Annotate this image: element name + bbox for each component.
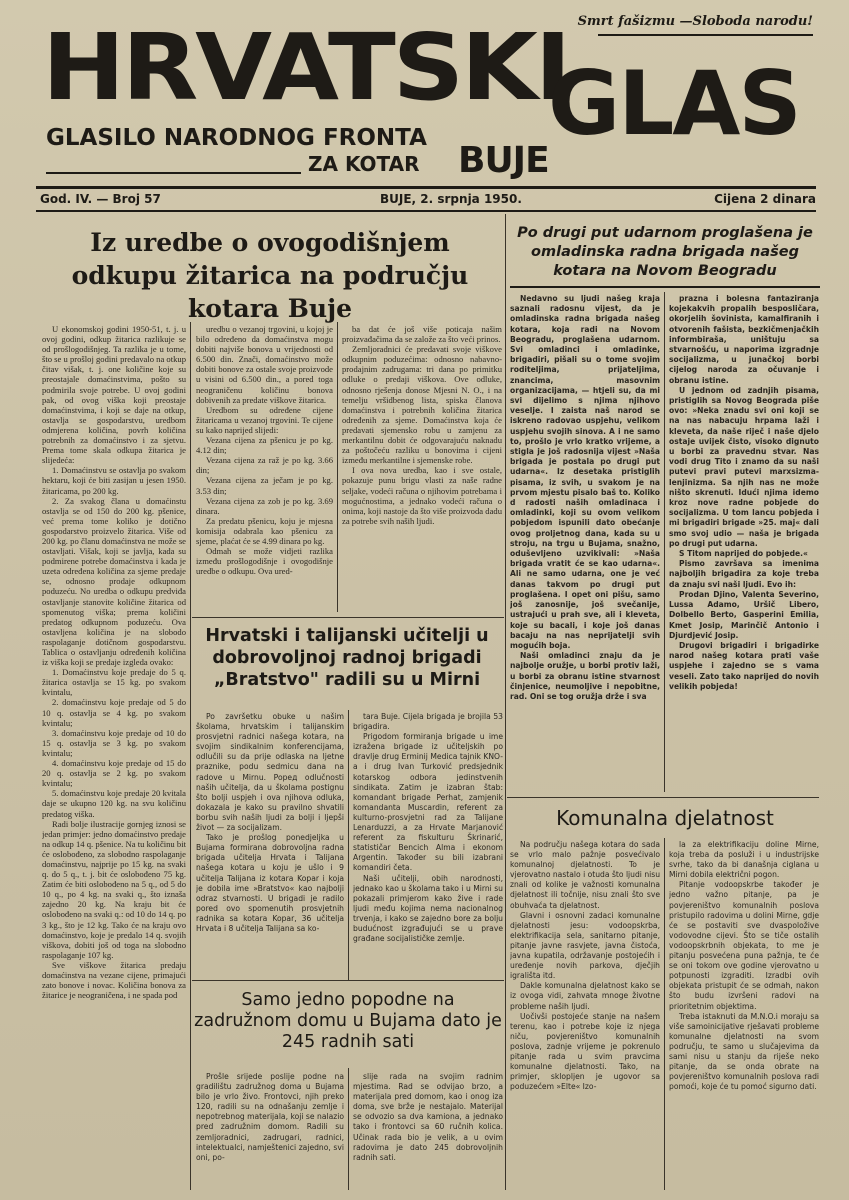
issue-date: BUJE, 2. srpnja 1950. bbox=[380, 192, 522, 206]
komunalna-headline: Komunalna djelatnost bbox=[556, 806, 774, 830]
main-article-col2 bbox=[196, 324, 333, 612]
paragraph: Naši učitelji, obih narodnosti, jednako kao u školama tako i u Mirni su pokazali primjerom kako žive i rade ljudi među kojima nema nacionalnog trvenja, i kako se zajedno bore za bolju budućnost izgrađujući se u prave građane socijalističke zemlje. bbox=[353, 873, 503, 944]
motto: Smrt fašizmu —Sloboda narodu! bbox=[577, 14, 813, 29]
column-divider-main bbox=[505, 214, 506, 1190]
paragraph: I ova nova uredba, kao i sve ostale, pokazuje punu brigu vlasti za naše radne seljake, vodeći računa o njihovim potrebama i mogućnostima, a jednako vodeći računa o onima, koji nastoje da što više proizvoda dadu za potrebe svih naših ljudi. bbox=[342, 465, 502, 526]
paragraph: U ekonomskoj godini 1950-51, t. j. u ovoj godini, odkup žitarica razlikuje se od prošlogodišnjeg. Ta razlika je u tome, što se u prošloj godini predavalo na otkup čitav višak, t. j. one količine koje su preostajale domaćinstvima, pošto su podmirila svoje potrebe. U ovoj godini pak, od ovog viška koji preostaje domaćinstvima, i koji se daje na otkup, ostavlja se gospodarstvu, uredbom odmjerena količina, povrh količina potrebnih za domaćinstvo i za sjetvu. Prema tome skala odkupa žitarica je slijedeća: bbox=[42, 324, 186, 466]
paragraph: Tako je prošlog ponedjeljka u Bujama formirana dobrovoljna radna brigada učitelja Hrvata i Talijana našega kotara u koju je ušlo i 9 učitelja Talijana iz kotara Kopar i koja je dobila ime »Bratstvo« kao najbolji odraz stvarnosti. U brigadi je radilo pored ovo spomenutih prosvjetnih radnika sa kotara Kopar, 36 učitelja Hrvata i 8 učitelja Talijana sa ko- bbox=[196, 833, 344, 933]
column-divider-2 bbox=[337, 322, 338, 612]
paragraph: Na području našega kotara do sada se vrlo malo pažnje posvećivalo komunalnoj djelatnosti. To je vjerovatno nastalo i otuda što ljudi nisu znali od kolike je važnosti komunalna djelatnost ili točnije, nisu znali što sve obuhvaća ta djelatnost. bbox=[510, 840, 660, 910]
column-divider-teachers bbox=[348, 710, 349, 980]
samo-col1 bbox=[196, 1072, 344, 1190]
paragraph: Nedavno su ljudi našeg kraja saznali radosnu vijest, da je omladinska radna brigada našeg kotara, koja radi na Novom Beogradu, proglašena udarnom. Svi omladinci i omladinke, brigadiri, pišali su o tome svojim roditeljima, prijateljima, znancima, masovnim organizacijama, — htjeli su, da mi svi dijelimo s njima njihovo veselje. I zaista naš narod se iskreno radovao uspjehu, velikom uspjehu svojih sinova. A i ne samo to, prošlo je vrlo kratko vrijeme, a stigla je još radosnija vijest »Naša brigada je postala po drugi put udarna«. Iz desetaka pristiglih pisama, iz svih, u svakom je na prvom mjestu pisalo baš to. Koliko d radosti naših omladinaca i omladinki, koji su ovom velikom pobjedom ispunili dato obećanje ovog proljetnog dana, kada su u stroju, na trgu u Bujama, snažno, oduševljeno uzvikivali: »Naša brigada vratit će se kao udarna«. Ali ne samo udarna, one je već danas takvom po drugi put proglašena. I opet oni pišu, samo još zanosnije, još svečanije, ustrajući u prah sve, ali i kleveta, koje su bacali, i koje još danas bacaju na nas neprijatelji svih mogućih boja. bbox=[510, 294, 660, 650]
paragraph: Uočivši postojeće stanje na našem terenu, kao i potrebe koje iz njega niču, povjereništvo komunalnih poslova, zadnje vrijeme je pokrenulo pitanje rada u svim pravcima komunalne djelatnosti. Tako, na primjer, sklopljen je ugovor sa poduzećem »Elte« Izo- bbox=[510, 1011, 660, 1092]
masthead-title-right: GLAS bbox=[548, 52, 800, 155]
column-divider-kom bbox=[664, 838, 665, 1190]
masthead-title-left: HRVATSKI bbox=[42, 14, 569, 121]
paragraph: Uredbom su određene cijene žitaricama u vezanoj trgovini. Te cijene su kako naprijed slijedi: bbox=[196, 404, 333, 435]
paragraph: 1. Domaćinstvu se ostavlja po svakom hektaru, koji će biti zasijan u jesen 1950. žitaricama, po 200 kg. bbox=[42, 465, 186, 496]
komunalna-col2 bbox=[669, 840, 819, 1190]
teachers-headline: Hrvatski i talijanski učitelji u dobrovoljnoj radnoj brigadi „Bratstvo" radili su u Mirni bbox=[205, 626, 489, 690]
paragraph: Pismo završava sa imenima najboljih brigadira za koje treba da znaju svi naši ljudi. Evo ih: bbox=[669, 559, 819, 589]
issue-price: Cijena 2 dinara bbox=[714, 192, 816, 206]
rule-above-samo bbox=[192, 980, 504, 981]
main-article-col1 bbox=[42, 324, 186, 1190]
paragraph: Glavni i osnovni zadaci komunalne djelatnosti jesu: vodoopskrba, elektrifikacija sela, sanitarno pitanje, pitanje javne rasvjete, javna čistoća, javna kupatila, održavanje postojećih i uređenje novih parkova, dječjih igrališta itd. bbox=[510, 910, 660, 981]
masthead-place: BUJE bbox=[458, 140, 549, 181]
teachers-col2 bbox=[353, 712, 503, 978]
issue-row bbox=[40, 192, 818, 208]
paragraph: Pitanje vodoopskrbe također je jedno važno pitanje, pa je povjereništvo komunalnih poslova pristupilo radovima u dolini Mirne, gdje će se postaviti sve dvaspoloživе vodovodne cijevi. Što se tiče ostalih vodoopskrbnih objekata, to me je pitanju posvećena puna pažnja, te će se oni tokom ove godine vjerovatno u potpunosti izgraditi. Izradbi ovih objekata pristupit će se odmah, nakon što budu izvršeni radovi na prioritetnim objektima. bbox=[669, 880, 819, 1011]
paragraph: 5. domaćinstvu koje predaje 20 kvitala daje se ukupno 120 kg. na svu količinu predatog viška. bbox=[42, 788, 186, 819]
main-headline: Iz uredbe o ovogodišnjem odkupu žitarica na području kotara Buje bbox=[71, 228, 469, 323]
paragraph: Vezana cijena za pšenicu je po kg. 4.12 din; bbox=[196, 435, 333, 456]
paragraph: uredbu o vezanoj trgovini, u kojoj je bilo određeno da domaćinstva mogu dobiti najviše bonova u vrijednosti od 6.500 din. Znači, domaćinstvo može dobiti bonove za ostale svoje proizvode u visini od 6.500 din., a pored toga neograničenu količinu bonova dobivenih za predate viškove žitarica. bbox=[196, 324, 333, 405]
teachers-col1 bbox=[196, 712, 344, 978]
paragraph: Za predatu pšenicu, koju je mjesna komisija odabrala kao pšenicu za sjeme, plaćat će se 4.99 dinara po kg. bbox=[196, 515, 333, 546]
masthead-subtitle-2: ZA KOTAR bbox=[308, 152, 420, 176]
motto-rule bbox=[598, 34, 813, 36]
masthead-subtitle: GLASILO NARODNOG FRONTA bbox=[46, 125, 427, 151]
paragraph: la za elektrifikaciju doline Mirne, koja treba da posluži i u industrijske svrhe, tako da bi današnja ciglana u Mirni dobila električni pogon. bbox=[669, 840, 819, 880]
paragraph: Vezana cijena za raž je po kg. 3.66 din; bbox=[196, 455, 333, 476]
rule-above-teachers bbox=[192, 617, 504, 618]
paragraph: U jednom od zadnjih pisama, pristiglih sa Novog Beograda piše ovo: »Neka znadu svi oni koji se na nas nabacuju hrpama laži i klevetа, da naše riječ i naše djelo ostaje uvijek čisto, visoko dignuto u borbi za pravednu stvar. Nas vodi drug Tito i znamo da su naši putevi pravi putevi marxsizma-lenjinizma. Sa njih nas ne može ništo skrenuti. Idući njima idemo kroz nove radne pobjede do socijalizma. U tom lancu pobjeda i mi brigadiri brigade »25. maj« dali smo svoj udio — naša je brigada po drugi put udarna. bbox=[669, 385, 819, 548]
samo-headline: Samo jedno popodne na zadružnom domu u Bujama dato je 245 radnih sati bbox=[194, 990, 502, 1052]
paragraph: Drugovi brigadiri i brigadirke narod našeg kotara prati vaše uspjehe i zajedno se s vama veseli. Zato tako naprijed do novih velikih pobjeda! bbox=[669, 640, 819, 691]
brigade-col1 bbox=[510, 294, 660, 794]
issue-number: God. IV. — Broj 57 bbox=[40, 192, 161, 206]
brigade-col2 bbox=[669, 294, 819, 794]
paragraph: tara Buje. Cijela brigada je brojila 53 brigadira. bbox=[353, 712, 503, 732]
subtitle-rule bbox=[46, 172, 301, 174]
paragraph: Prigodom formiranja brigade u ime izražena brigade iz učiteljskih po dravlje drug Erminij Medica tajnik KNO-a i drug Ivan Turković predsjednik kotarskog odbora jedinstvenih sindikata. Zatim je izabran štab: komandant brigade Perhat, zamjenik komandanta Muscardin, referent za kulturno-prosvjetni rad za Talijane Lenarduzzi, a za Hrvate Marjanović referent za fiskulturu Škrinarić, statističar Bencich Alma i ekonom Argentin. Također su bili izabrani komandiri četa. bbox=[353, 732, 503, 873]
column-divider-right bbox=[664, 292, 665, 792]
column-divider-samo bbox=[348, 1068, 349, 1190]
paragraph: Radi bolje ilustracije gornjeg iznosi se jedan primjer: jedno domaćinstvo predaje na odkup 14 q. pšenice. Na tu količinu bit će oslobođeno, za slobodno raspolaganje domaćinstvu, najprije po 15 kg. na svaki q. do 5 q., t. j. bit će oslobođeno 75 kg. Zatim će biti oslobođeno na 5 q., od 5 do 10 q., po 4 kg. na svaki q., što iznaša zajedno 20 kg. Na kraju bit će oslobođeno na svaki q.: od 10 do 14 q. po 3 kg., što je 12 kg. Tako će na kraju ovo domaćinstvo, koje je predalo 14 q. svojih viškova, dobiti još od toga na slobodno raspolaganje 107 kg. bbox=[42, 818, 186, 960]
paragraph: ba dat će još više poticaja našim proizvađačima da se založe za što veći prinos. bbox=[342, 324, 502, 345]
paragraph: 1. Domaćinstvu koje predaje do 5 q. žitarica ostavlja se 15 kg. po svakom kvintalu, bbox=[42, 667, 186, 698]
komunalna-col1 bbox=[510, 840, 660, 1190]
paragraph: Prošle srijede poslije podne na gradilištu zadružnog doma u Bujama bilo je vrlo živo. Frontovci, njih preko 120, radili su na odnašanju zemlje i nepotrebnog materijala, koji se nalazio pred zadružnim domom. Radili su zemljoradnici, zadrugari, radnici, intelektualci, namještenici zajedno, svi onі, po- bbox=[196, 1072, 344, 1162]
brigade-headline: Po drugi put udarnom proglašena je omladinska radna brigada našeg kotara na Novom Beogradu bbox=[517, 225, 813, 279]
samo-col2 bbox=[353, 1072, 503, 1190]
main-article-col3 bbox=[342, 324, 502, 612]
paragraph: prazna i bolesna fantaziranja kojekakvih propalih besposličara, okorjelih šovinista, kamalfiranih i otvorenih fašista, bezkičmenjačkih informbiraša, uništuju sa stvarnošću, u naporima izgradnje socijalizma, u junačkoj borbi cijelog naroda za očuvanje i obranu istine. bbox=[669, 294, 819, 385]
paragraph: 4. domaćinstvu koje predaje od 15 do 20 q. ostavlja se 2 kg. po svakom kvintalu; bbox=[42, 758, 186, 789]
column-divider-1 bbox=[190, 322, 191, 1190]
header-rule-top bbox=[36, 186, 816, 189]
paragraph: Prodan Djino, Valenta Severino, Lussa Adamo, Uršič Libero, Dolbello Berto, Gasperini Emilia, Kmet Josip, Marinčič Antonio i Djurdjević Josip. bbox=[669, 589, 819, 640]
paragraph: Treba istaknuti da M.N.O.i moraju sa više samoinicijative rješavati probleme komunalne djelatnosti na svom području, te samo u slučajevima da sami nisu u stanju da riješe neko pitanje, da se onda obrate na povjereništvo komunalnih poslova radi pomoći, koje će tu pomoć sigurno dati. bbox=[669, 1011, 819, 1092]
paragraph: Zemljoradnici će predavati svoje viškove odkupnim poduzećima: odnosno nabavno-prodajnim zadrugama: tri dana po primitku odluke o predaji viškova. Ove odluke, odnosno rješenja donose Mjesni N. O., i na temelju vršidbenog lista, spiska članova domaćinstva i potrebnih količina žitarica određenih za sjeme. Domaćinstva koja će predavati sjemensko robu u zamjenu za merkantilnu dobit će odgovarajuću naknadu za poštočeću razliku u bonovima i cijeni između merkantilne i sjemenske robe. bbox=[342, 344, 502, 466]
paragraph: Sve viškove žitarica predaju domaćinstva na vezane cijene, primajući zato bonove i novac. Količina bonova za žitarice je neograničena, i ne spada pod bbox=[42, 959, 186, 1001]
rule-above-komunalna bbox=[507, 797, 819, 798]
brigade-headline-rule bbox=[510, 286, 820, 288]
paragraph: Po završetku obuke u našim školama, hrvatskim i talijanskim prosvjetni radnici našega kotara, na svojim sindikalnim konferencijama, odlučili su da prije odlaska na ljetne praznike, podu sedmicu dana na radove u Mirnu. Poред odlučnosti naših učitelja, da u školama postignu što bolji uspjeh i ova njihova odluka, dokazala je kako su pravilno shvatili borbu svih naših ljudi za bolji i ljepši život — za socijalizam. bbox=[196, 712, 344, 833]
paragraph: 3. domaćinstvu koje predaje od 10 do 15 q. ostavlja se 3 kg. po svakom kvintalu; bbox=[42, 727, 186, 758]
paragraph: Vezana cijena za ječam je po kg. 3.53 din; bbox=[196, 475, 333, 496]
paragraph: slije rada na svojim radnim mjestima. Rad se odvijao brzo, a materijala pred domom, kao i onog iza doma, sve brže je nestajalo. Materijal se odvozio sa dva kamiona, a jednako tako i frontovci sa 60 ručnih kolica. Učinak rada bio je velik, a u ovim radovima je dato 245 dobrovoljnih radnih sati. bbox=[353, 1072, 503, 1162]
paragraph: 2. Za svakog člana u domaćinstu ostavlja se od 150 do 200 kg. pšenice, već prema tome koliko je dotično gospodarstvo proizvelo žitarica. Više od 200 kg. po članu domaćinstva ne može se ostavljati. Višak, koji se javlja, kada su podmirene potrebe domaćinstva i kada je uzeta određena količina za sjeme predaje se, odnosno prodaje odkupnom poduzeću. No uredba o odkupu predviđa ostavljanje stanovite količine žitarica od spomenutog viška; prema količini predatog odkupnom poduzeću. Ova ostavljena količina je na slobodo raspolaganje dotičnom gospodarstvu. Tablica o ostavljanju određenih količina iz viška koji se predaje izgleda ovako: bbox=[42, 495, 186, 668]
paragraph: S Titom naprijed do pobjede.« bbox=[679, 549, 808, 559]
paragraph: Naši omladinci znaju da je najbolje oružje, u borbi protiv laži, u borbi za obranu istine stvarnost činjenice, neumoljive i nepobitne, rad. Oni se tog oružja drže i sva bbox=[510, 651, 660, 701]
paragraph: Odmah se može vidjeti razlika između prošlogodišnje i ovogodišnje uredbe o odkupu. Ova ured- bbox=[196, 546, 333, 577]
paragraph: Dakle komunalna djelatnost kako se iz ovoga vidi, zahvata mnoge životne probleme naših ljudi. bbox=[510, 981, 660, 1011]
paragraph: Vezana cijena za zob je po kg. 3.69 dinara. bbox=[196, 495, 333, 516]
paragraph: 2. domaćinstvu koje predaje od 5 do 10 q. ostavlja se 4 kg. po svakom kvintalu; bbox=[42, 697, 186, 728]
header-rule-bottom bbox=[36, 210, 816, 212]
